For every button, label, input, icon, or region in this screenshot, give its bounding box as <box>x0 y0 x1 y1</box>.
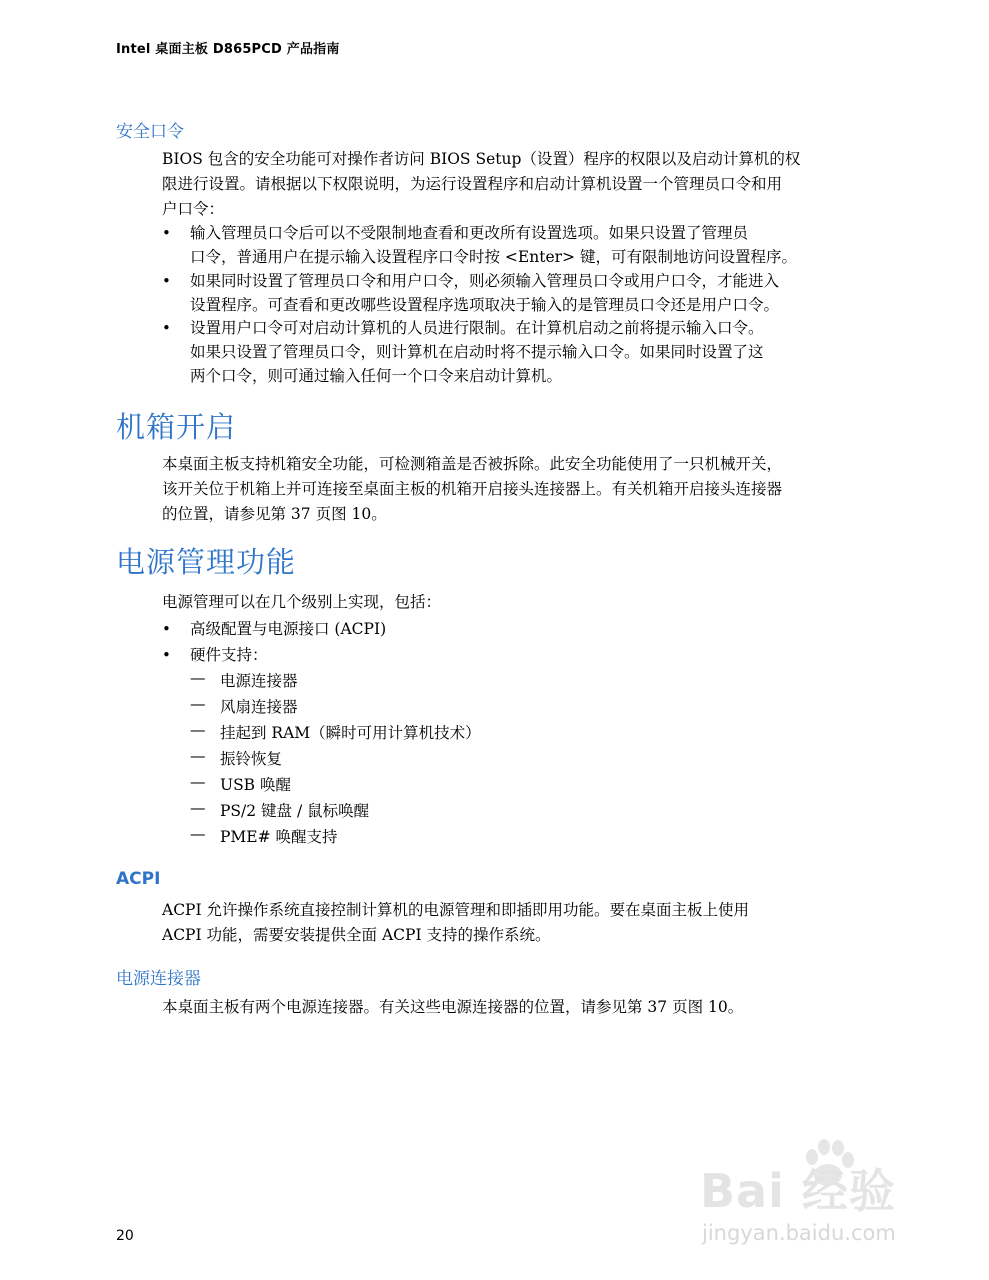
hardware-item: PME# 唤醒支持 <box>220 828 338 846</box>
hardware-item: 挂起到 RAM（瞬时可用计算机技术） <box>220 724 481 742</box>
watermark-logo-text: Bai 经验 <box>700 1164 896 1218</box>
bullet-line: 设置程序。可查看和更改哪些设置程序选项取决于输入的是管理员口令还是用户口令。 <box>190 296 780 314</box>
running-header: Intel 桌面主板 D865PCD 产品指南 <box>116 42 340 57</box>
dash-marker: — <box>190 773 206 791</box>
hardware-item: 振铃恢复 <box>220 750 283 768</box>
acpi-line: ACPI 允许操作系统直接控制计算机的电源管理和即插即用功能。要在桌面主板上使用 <box>162 901 750 919</box>
dash-marker: — <box>190 747 206 765</box>
bullet-marker: • <box>162 319 171 337</box>
section-heading-power: 电源管理功能 <box>116 545 297 579</box>
bullet-line: 如果同时设置了管理员口令和用户口令，则必须输入管理员口令或用户口令，才能进入 <box>190 272 780 290</box>
password-bullet-admin <box>190 221 880 269</box>
hardware-item: 风扇连接器 <box>220 698 298 716</box>
password-intro-line: BIOS 包含的安全功能可对操作者访问 BIOS Setup（设置）程序的权限以及启动计算机的权 <box>162 150 801 168</box>
section-heading-acpi: ACPI <box>116 869 161 889</box>
connectors-paragraph: 本桌面主板有两个电源连接器。有关这些电源连接器的位置，请参见第 37 页图 10。 <box>162 998 744 1016</box>
baidu-jingyan-watermark <box>700 1135 950 1255</box>
chassis-line: 该开关位于机箱上并可连接至桌面主板的机箱开启接头连接器上。有关机箱开启接头连接器 <box>162 480 783 498</box>
password-intro-line: 户口令： <box>162 200 225 218</box>
dash-marker: — <box>190 721 206 739</box>
password-intro <box>162 147 882 222</box>
power-bullet-hardware: 硬件支持： <box>190 646 268 664</box>
section-heading-password: 安全口令 <box>116 122 184 142</box>
dash-marker: — <box>190 669 206 687</box>
bullet-line: 设置用户口令可对启动计算机的人员进行限制。在计算机启动之前将提示输入口令。 <box>190 319 764 337</box>
password-bullet-user <box>190 316 880 388</box>
hardware-item: 电源连接器 <box>220 672 298 690</box>
acpi-paragraph <box>162 898 882 948</box>
hardware-item: PS/2 键盘 / 鼠标唤醒 <box>220 802 370 820</box>
hardware-item: USB 唤醒 <box>220 776 291 794</box>
section-heading-chassis: 机箱开启 <box>116 410 237 444</box>
bullet-marker: • <box>162 620 171 638</box>
bullet-line: 输入管理员口令后可以不受限制地查看和更改所有设置选项。如果只设置了管理员 <box>190 224 749 242</box>
password-intro-line: 限进行设置。请根据以下权限说明，为运行设置程序和启动计算机设置一个管理员口令和用 <box>162 175 783 193</box>
chassis-paragraph <box>162 452 882 527</box>
page-number: 20 <box>116 1228 134 1244</box>
dash-marker: — <box>190 695 206 713</box>
bullet-line: 两个口令，则可通过输入任何一个口令来启动计算机。 <box>190 367 563 385</box>
password-bullet-both <box>190 269 880 317</box>
acpi-line: ACPI 功能，需要安装提供全面 ACPI 支持的操作系统。 <box>162 926 551 944</box>
bullet-line: 如果只设置了管理员口令，则计算机在启动时将不提示输入口令。如果同时设置了这 <box>190 343 764 361</box>
bullet-marker: • <box>162 224 171 242</box>
dash-marker: — <box>190 799 206 817</box>
chassis-line: 的位置，请参见第 37 页图 10。 <box>162 505 387 523</box>
chassis-line: 本桌面主板支持机箱安全功能，可检测箱盖是否被拆除。此安全功能使用了一只机械开关， <box>162 455 783 473</box>
watermark-url: jingyan.baidu.com <box>702 1221 896 1245</box>
bullet-marker: • <box>162 646 171 664</box>
bullet-line: 口令，普通用户在提示输入设置程序口令时按 <Enter> 键，可有限制地访问设置程序。 <box>190 248 797 266</box>
dash-marker: — <box>190 825 206 843</box>
section-heading-power-connectors: 电源连接器 <box>116 969 201 989</box>
power-intro: 电源管理可以在几个级别上实现，包括： <box>162 593 442 611</box>
bullet-marker: • <box>162 272 171 290</box>
power-bullet-acpi: 高级配置与电源接口 (ACPI) <box>190 620 387 638</box>
